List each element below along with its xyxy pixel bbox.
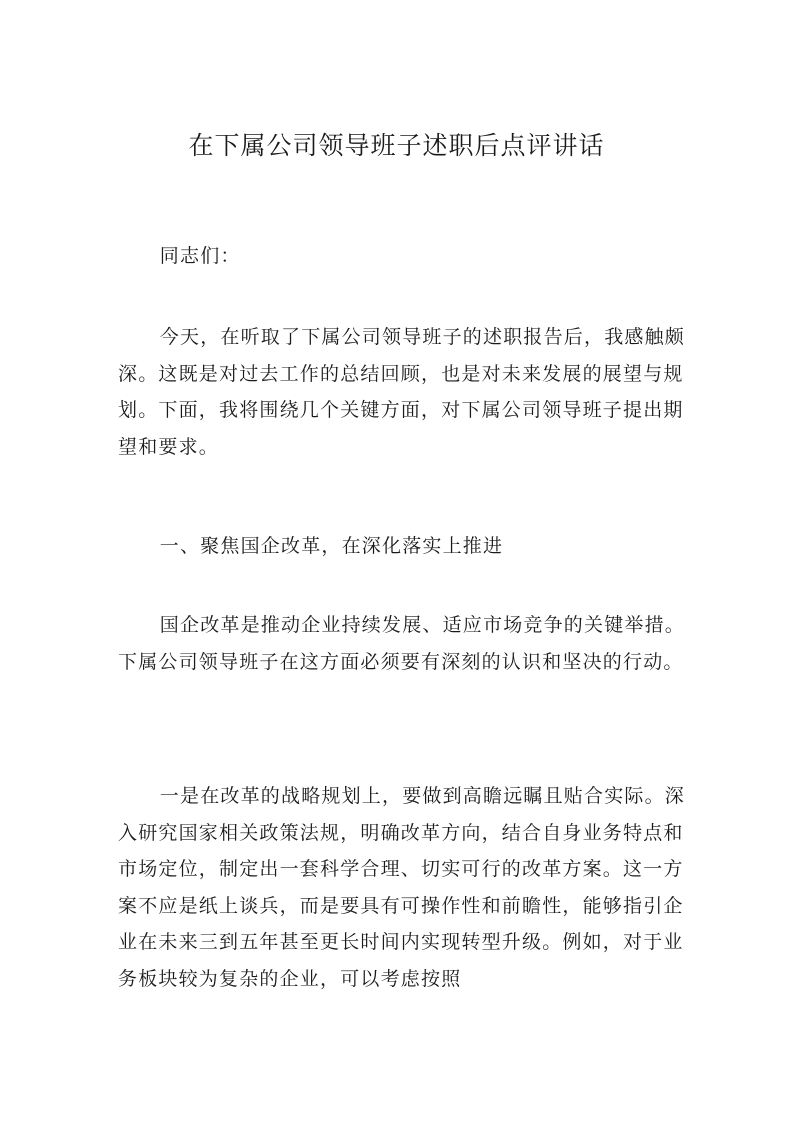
paragraph-reform-importance: 国企改革是推动企业持续发展、适应市场竞争的关键举措。下属公司领导班子在这方面必须要有深刻的认识和坚决的行动。 xyxy=(118,614,685,673)
paragraph-strategy-planning: 一是在改革的战略规划上，要做到高瞻远瞩且贴合实际。深入研究国家相关政策法规，明确改革方向，结合自身业务特点和市场定位，制定出一套科学合理、切实可行的改革方案。这一方案不应是纸上谈兵，而是要具有可操作性和前瞻性，能够指引企业在未来三到五年甚至更长时间内实现转型升级。例如，对于业务板块较为复杂的企业，可以考虑按照 xyxy=(118,785,685,990)
salutation: 同志们： xyxy=(159,245,241,267)
section-heading: 一、聚焦国企改革，在深化落实上推进 xyxy=(159,535,504,557)
document-title: 在下属公司领导班子述职后点评讲话 xyxy=(188,131,605,160)
paragraph-intro: 今天，在听取了下属公司领导班子的述职报告后，我感触颇深。这既是对过去工作的总结回顾，也是对未来发展的展望与规划。下面，我将围绕几个关键方面，对下属公司领导班子提出期望和要求。 xyxy=(118,326,685,458)
